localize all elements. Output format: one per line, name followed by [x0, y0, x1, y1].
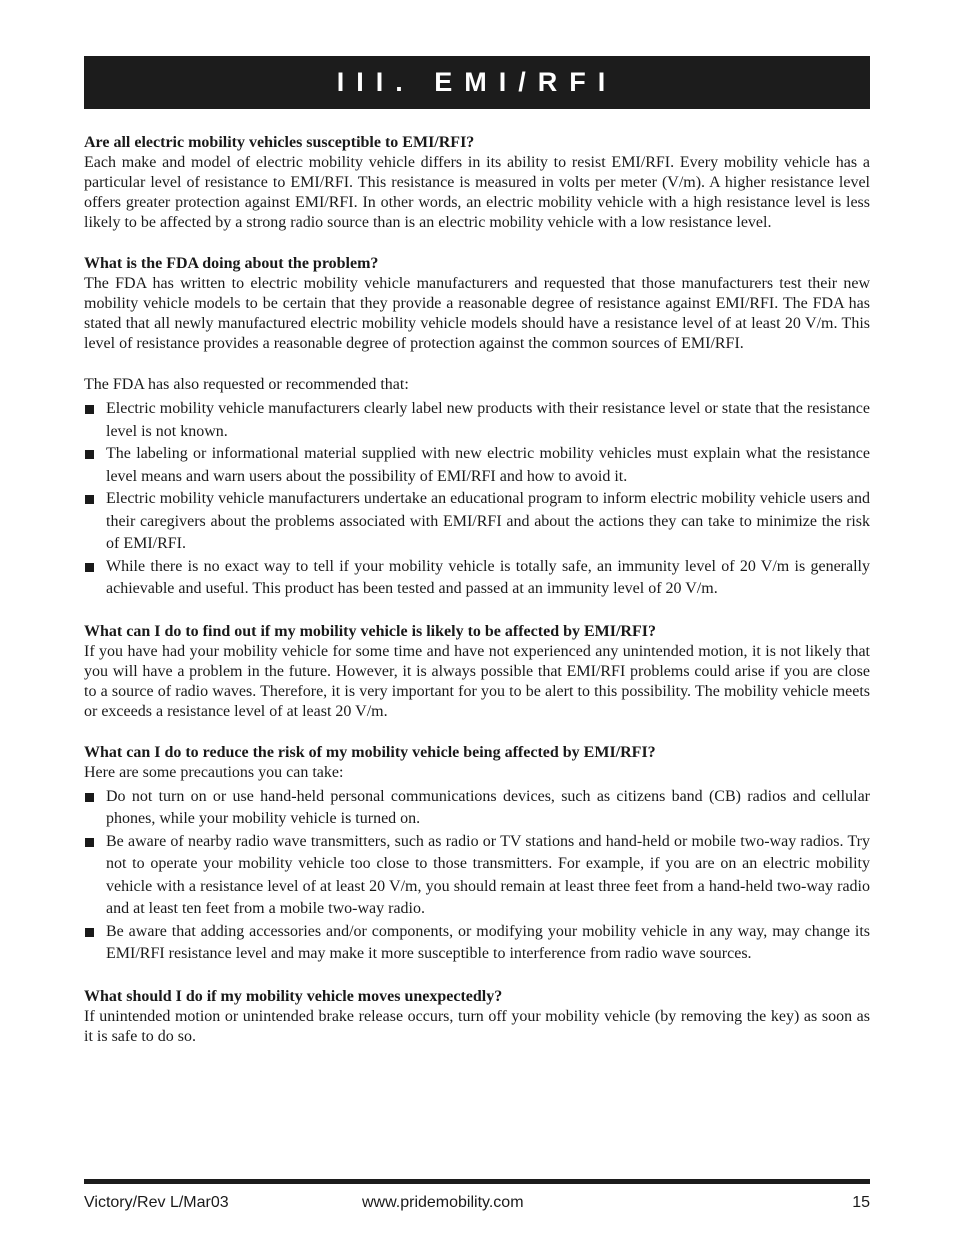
- document-revision: Victory/Rev L/Mar03: [84, 1194, 229, 1211]
- section-title: III. EMI/RFI: [336, 67, 618, 97]
- list-item-text: Be aware that adding accessories and/or components, or modifying your mobility vehicle in any way, may change its EMI/RFI resistance level and may make it more susceptible to interference from radio wave sources.: [106, 922, 870, 962]
- website-url: www.pridemobility.com: [362, 1194, 524, 1211]
- list-item: [84, 443, 870, 488]
- square-bullet-icon: [85, 495, 94, 504]
- square-bullet-icon: [85, 563, 94, 572]
- list-item: [84, 556, 870, 601]
- page-number: 15: [852, 1194, 870, 1211]
- section-fda-recommendations: [84, 375, 870, 601]
- list-intro: The FDA has also requested or recommended that:: [84, 376, 409, 393]
- list-item: [84, 831, 870, 921]
- square-bullet-icon: [85, 928, 94, 937]
- square-bullet-icon: [85, 405, 94, 414]
- answer-paragraph: If you have had your mobility vehicle for some time and have not experienced any unintended motion, it is not likely that you will have a problem in the future. However, it is always possible that EMI/RFI problems could arise if you are close to a source of radio waves. Therefore, it is very important for you to be alert to this possibility. The mobility vehicle meets or exceeds a resistance level of at least 20 V/m.: [84, 642, 870, 720]
- document-body: [84, 133, 870, 1068]
- list-item: [84, 921, 870, 966]
- section-find-out: [84, 622, 870, 722]
- footer-divider: [84, 1179, 870, 1184]
- question-heading: What can I do to reduce the risk of my mobility vehicle being affected by EMI/RFI?: [84, 743, 656, 761]
- square-bullet-icon: [85, 793, 94, 802]
- list-item-text: Do not turn on or use hand-held personal communications devices, such as citizens band (CB) radios and cellular phones, while your mobility vehicle is turned on.: [106, 787, 870, 827]
- list-item-text: Be aware of nearby radio wave transmitters, such as radio or TV stations and hand-held or mobile two-way radios. Try not to operate your mobility vehicle too close to those transmitters. For example, if you are on an electric mobility vehicle with a resistance level of at least 20 V/m, you should remain at least three feet from a hand-held two-way radio and at least ten feet from a mobile two-way radio.: [106, 832, 870, 917]
- list-item: [84, 488, 870, 556]
- question-heading: What can I do to find out if my mobility vehicle is likely to be affected by EMI/RFI?: [84, 622, 656, 640]
- list-item: [84, 398, 870, 443]
- section-fda-action: [84, 254, 870, 354]
- page-footer: [84, 1194, 870, 1216]
- list-item-text: Electric mobility vehicle manufacturers undertake an educational program to inform electric mobility vehicle users and their caregivers about the problems associated with EMI/RFI and about the actions they can take to minimize the risk of EMI/RFI.: [106, 490, 870, 552]
- list-item: [84, 786, 870, 831]
- recommendation-list: [84, 398, 870, 601]
- question-heading: What should I do if my mobility vehicle moves unexpectedly?: [84, 987, 503, 1005]
- list-item-text: The labeling or informational material supplied with new electric mobility vehicles must explain what the resistance level means and warn users about the possibility of EMI/RFI and how to avoid it.: [106, 445, 870, 485]
- list-item-text: While there is no exact way to tell if your mobility vehicle is totally safe, an immunity level of 20 V/m is generally achievable and useful. This product has been tested and passed at an immunity level of 20 V/m.: [106, 557, 870, 597]
- answer-paragraph: The FDA has written to electric mobility vehicle manufacturers and requested that those manufacturers test their new mobility vehicle models to be certain that they provide a reasonable degree of resistance against EMI/RFI. The FDA has stated that all newly manufactured electric mobility vehicle models should have a resistance level of at least 20 V/m. This level of resistance provides a reasonable degree of protection against the common sources of EMI/RFI.: [84, 275, 870, 352]
- square-bullet-icon: [85, 838, 94, 847]
- square-bullet-icon: [85, 450, 94, 459]
- answer-paragraph: If unintended motion or unintended brake release occurs, turn off your mobility vehicle (by removing the key) as soon as it is safe to do so.: [84, 1007, 870, 1045]
- section-reduce-risk: [84, 743, 870, 966]
- section-susceptibility: [84, 133, 870, 233]
- section-title-banner: [84, 56, 870, 109]
- question-heading: What is the FDA doing about the problem?: [84, 255, 379, 272]
- section-unexpected-motion: [84, 987, 870, 1047]
- precaution-list: [84, 786, 870, 966]
- list-item-text: Electric mobility vehicle manufacturers clearly label new products with their resistance level or state that the resistance level is not known.: [106, 400, 870, 440]
- question-heading: Are all electric mobility vehicles susceptible to EMI/RFI?: [84, 134, 475, 151]
- answer-paragraph: Each make and model of electric mobility vehicle differs in its ability to resist EMI/RFI. Every mobility vehicle has a particular level of resistance to EMI/RFI. This resistance is measured in volts per meter (V/m). A higher resistance level offers greater protection against EMI/RFI. In other words, an electric mobility vehicle with a high resistance level is less likely to be affected by a strong radio source than is an electric mobility vehicle with a low resistance level.: [84, 154, 870, 231]
- list-intro: Here are some precautions you can take:: [84, 763, 344, 781]
